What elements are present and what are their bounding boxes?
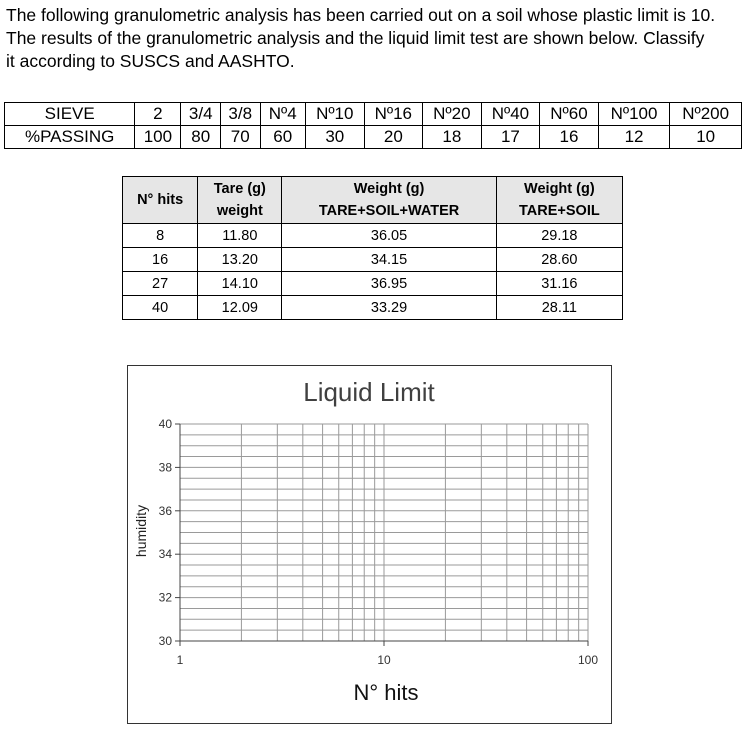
- intro-line-1: The following granulometric analysis has been carried out on a soil whose plastic limit is 10.: [6, 5, 716, 25]
- sieve-cell: Nº200: [670, 103, 742, 126]
- ll-cell: 28.11: [496, 296, 622, 320]
- ll-cell: 8: [123, 224, 198, 248]
- ll-cell: 11.80: [198, 224, 282, 248]
- y-axis-title: humidity: [133, 504, 149, 558]
- chart-title: Liquid Limit: [303, 377, 435, 407]
- ll-header-line-1: Weight (g): [353, 181, 425, 197]
- sieve-row-header: SIEVE: [5, 103, 135, 126]
- ll-cell: 16: [123, 248, 198, 272]
- ll-header-line-2: TARE+SOIL+WATER: [318, 203, 460, 219]
- ll-column-header: [123, 177, 198, 224]
- y-tick-label: 36: [158, 503, 172, 518]
- y-tick-label: 38: [158, 460, 172, 475]
- ll-cell: 27: [123, 272, 198, 296]
- intro-line-3: it according to SUSCS and AASHTO.: [6, 51, 295, 71]
- ll-column-header: [198, 177, 282, 224]
- sieve-cell: 10: [670, 126, 742, 149]
- y-tick-label: 32: [158, 590, 172, 605]
- sieve-cell: Nº40: [481, 103, 540, 126]
- sieve-cell: 12: [598, 126, 670, 149]
- ll-cell: 29.18: [496, 224, 622, 248]
- chart-grid: [180, 424, 588, 641]
- intro-line-2: The results of the granulometric analysis and the liquid limit test are shown below. Classify: [6, 28, 705, 48]
- sieve-cell: 3/4: [181, 103, 221, 126]
- ll-cell: 40: [123, 296, 198, 320]
- ll-cell: 36.95: [282, 272, 496, 296]
- sieve-cell: Nº60: [540, 103, 599, 126]
- problem-statement: [6, 4, 746, 73]
- x-tick-label: 100: [577, 653, 599, 667]
- ll-header-line-2: weight: [216, 203, 263, 219]
- sieve-cell: 70: [220, 126, 260, 149]
- sieve-cell: 20: [364, 126, 423, 149]
- ll-header-line-1: N° hits: [137, 192, 184, 208]
- y-tick-label: 34: [158, 547, 172, 562]
- sieve-table-row: [5, 126, 742, 149]
- ll-cell: 14.10: [198, 272, 282, 296]
- ll-header-line-1: Weight (g): [524, 181, 595, 197]
- ll-cell: 33.29: [282, 296, 496, 320]
- sieve-cell: 2: [135, 103, 181, 126]
- sieve-cell: 100: [135, 126, 181, 149]
- ll-cell: 34.15: [282, 248, 496, 272]
- y-tick-label: 30: [158, 634, 172, 648]
- sieve-cell: 80: [181, 126, 221, 149]
- y-tick-label: 40: [158, 417, 172, 431]
- ll-cell: 13.20: [198, 248, 282, 272]
- ll-cell: 31.16: [496, 272, 622, 296]
- ll-table-row: [123, 248, 623, 272]
- sieve-cell: 16: [540, 126, 599, 149]
- x-tick-label: 1: [176, 653, 184, 667]
- sieve-cell: 3/8: [220, 103, 260, 126]
- ll-table-row: [123, 296, 623, 320]
- sieve-cell: Nº100: [598, 103, 670, 126]
- sieve-cell: Nº16: [364, 103, 423, 126]
- ll-cell: 12.09: [198, 296, 282, 320]
- x-axis-title: N° hits: [353, 680, 419, 705]
- liquid-limit-chart: [127, 365, 612, 724]
- liquid-limit-table: [122, 176, 623, 320]
- sieve-cell: Nº10: [306, 103, 365, 126]
- x-tick-label: 10: [377, 653, 391, 667]
- chart-canvas: [128, 366, 613, 725]
- sieve-cell: Nº4: [260, 103, 305, 126]
- sieve-row-header: %PASSING: [5, 126, 135, 149]
- sieve-table-row: [5, 103, 742, 126]
- sieve-table: [4, 102, 742, 149]
- sieve-cell: 17: [481, 126, 540, 149]
- ll-table-row: [123, 272, 623, 296]
- sieve-cell: 30: [306, 126, 365, 149]
- ll-header-line-1: Tare (g): [213, 181, 266, 197]
- ll-cell: 36.05: [282, 224, 496, 248]
- ll-table-row: [123, 224, 623, 248]
- sieve-cell: 60: [260, 126, 305, 149]
- ll-header-line-2: TARE+SOIL: [519, 203, 600, 219]
- ll-column-header: [282, 177, 496, 224]
- sieve-cell: 18: [423, 126, 482, 149]
- ll-cell: 28.60: [496, 248, 622, 272]
- sieve-cell: Nº20: [423, 103, 482, 126]
- ll-column-header: [496, 177, 622, 224]
- chart-ticks: [159, 417, 599, 667]
